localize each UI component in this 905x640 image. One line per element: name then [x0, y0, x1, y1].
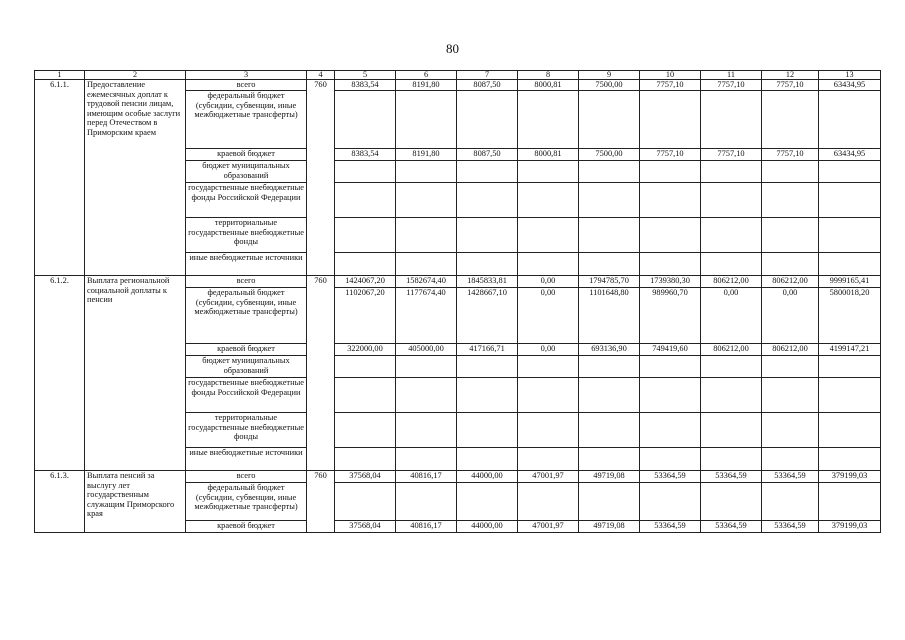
column-number: 2: [85, 71, 186, 80]
amount-cell: [640, 378, 701, 413]
amount-cell: [640, 483, 701, 521]
amount-cell: 7757,10: [640, 80, 701, 91]
amount-cell: 0,00: [701, 288, 762, 344]
amount-cell: [640, 448, 701, 471]
amount-cell: [762, 483, 819, 521]
amount-cell: [819, 183, 881, 218]
amount-cell: 989960,70: [640, 288, 701, 344]
amount-cell: [457, 253, 518, 276]
column-number-row: [35, 71, 881, 80]
amount-cell: [701, 161, 762, 183]
amount-cell: [518, 253, 579, 276]
amount-cell: [518, 218, 579, 253]
amount-cell: [819, 218, 881, 253]
amount-cell: [819, 448, 881, 471]
amount-cell: [457, 183, 518, 218]
amount-cell: [396, 356, 457, 378]
amount-cell: 1582674,40: [396, 276, 457, 288]
amount-cell: [335, 378, 396, 413]
amount-cell: 379199,03: [819, 521, 881, 533]
table-row: [35, 276, 881, 288]
amount-cell: [396, 161, 457, 183]
amount-cell: 53364,59: [640, 521, 701, 533]
amount-cell: [396, 483, 457, 521]
amount-cell: 8383,54: [335, 80, 396, 91]
amount-cell: 47001,97: [518, 471, 579, 483]
item-number: 6.1.3.: [35, 471, 85, 533]
column-number: 3: [186, 71, 307, 80]
funding-source: территориальные государственные внебюджетные фонды: [186, 413, 307, 448]
amount-cell: [701, 356, 762, 378]
funding-source: федеральный бюджет (субсидии, субвенции, иные межбюджетные трансферты): [186, 288, 307, 344]
item-name: Выплата пенсий за выслугу лет государственным служащим Приморского края: [85, 471, 186, 533]
item-name: Выплата региональной социальной доплаты к пенсии: [85, 276, 186, 471]
amount-cell: 44000,00: [457, 521, 518, 533]
budget-table: [34, 70, 881, 533]
amount-cell: [457, 448, 518, 471]
amount-cell: 405000,00: [396, 344, 457, 356]
amount-cell: [640, 91, 701, 149]
amount-cell: [518, 448, 579, 471]
funding-source: бюджет муниципальных образований: [186, 356, 307, 378]
amount-cell: [640, 161, 701, 183]
amount-cell: [701, 91, 762, 149]
executor-code: 760: [307, 80, 335, 276]
column-number: 12: [762, 71, 819, 80]
amount-cell: 8087,50: [457, 80, 518, 91]
amount-cell: 1428667,10: [457, 288, 518, 344]
amount-cell: [335, 91, 396, 149]
funding-source: всего: [186, 471, 307, 483]
amount-cell: [457, 378, 518, 413]
amount-cell: 7757,10: [762, 80, 819, 91]
amount-cell: 1845833,81: [457, 276, 518, 288]
amount-cell: [762, 413, 819, 448]
amount-cell: [579, 183, 640, 218]
funding-source: федеральный бюджет (субсидии, субвенции, иные межбюджетные трансферты): [186, 91, 307, 149]
amount-cell: [457, 218, 518, 253]
amount-cell: [335, 448, 396, 471]
amount-cell: [518, 413, 579, 448]
amount-cell: [518, 161, 579, 183]
item-name: Предоставление ежемесячных доплат к трудовой пенсии лицам, имеющим особые заслуги перед Отечеством в Приморским краем: [85, 80, 186, 276]
item-number: 6.1.1.: [35, 80, 85, 276]
amount-cell: 47001,97: [518, 521, 579, 533]
amount-cell: [640, 183, 701, 218]
amount-cell: [640, 413, 701, 448]
amount-cell: [396, 253, 457, 276]
column-number: 1: [35, 71, 85, 80]
amount-cell: [396, 413, 457, 448]
amount-cell: [701, 253, 762, 276]
amount-cell: 4199147,21: [819, 344, 881, 356]
amount-cell: 8000,81: [518, 80, 579, 91]
amount-cell: [819, 483, 881, 521]
amount-cell: 63434,95: [819, 149, 881, 161]
column-number: 5: [335, 71, 396, 80]
amount-cell: [518, 356, 579, 378]
funding-source: иные внебюджетные источники: [186, 448, 307, 471]
amount-cell: [457, 161, 518, 183]
amount-cell: [701, 218, 762, 253]
amount-cell: [396, 183, 457, 218]
amount-cell: [819, 413, 881, 448]
amount-cell: 0,00: [762, 288, 819, 344]
amount-cell: 0,00: [518, 344, 579, 356]
amount-cell: [762, 356, 819, 378]
amount-cell: [457, 356, 518, 378]
table-row: [35, 80, 881, 91]
amount-cell: [335, 356, 396, 378]
amount-cell: 37568,04: [335, 521, 396, 533]
amount-cell: [335, 253, 396, 276]
amount-cell: [701, 448, 762, 471]
amount-cell: 5800018,20: [819, 288, 881, 344]
amount-cell: [335, 413, 396, 448]
amount-cell: 8087,50: [457, 149, 518, 161]
funding-source: территориальные государственные внебюджетные фонды: [186, 218, 307, 253]
amount-cell: 53364,59: [701, 521, 762, 533]
amount-cell: 1739380,30: [640, 276, 701, 288]
amount-cell: 9999165,41: [819, 276, 881, 288]
amount-cell: [335, 183, 396, 218]
amount-cell: [640, 253, 701, 276]
amount-cell: [819, 161, 881, 183]
funding-source: бюджет муниципальных образований: [186, 161, 307, 183]
funding-source: краевой бюджет: [186, 149, 307, 161]
amount-cell: 1102067,20: [335, 288, 396, 344]
funding-source: краевой бюджет: [186, 344, 307, 356]
funding-source: всего: [186, 276, 307, 288]
amount-cell: 7757,10: [762, 149, 819, 161]
amount-cell: 7757,10: [701, 149, 762, 161]
funding-source: краевой бюджет: [186, 521, 307, 533]
amount-cell: 1177674,40: [396, 288, 457, 344]
amount-cell: [396, 218, 457, 253]
funding-source: федеральный бюджет (субсидии, субвенции, иные межбюджетные трансферты): [186, 483, 307, 521]
column-number: 7: [457, 71, 518, 80]
amount-cell: [457, 413, 518, 448]
amount-cell: 7500,00: [579, 80, 640, 91]
amount-cell: [518, 483, 579, 521]
amount-cell: [762, 253, 819, 276]
column-number: 10: [640, 71, 701, 80]
amount-cell: [579, 218, 640, 253]
amount-cell: 53364,59: [701, 471, 762, 483]
amount-cell: 40816,17: [396, 521, 457, 533]
amount-cell: [819, 356, 881, 378]
column-number: 11: [701, 71, 762, 80]
amount-cell: [518, 378, 579, 413]
amount-cell: [819, 91, 881, 149]
amount-cell: [819, 253, 881, 276]
amount-cell: [396, 91, 457, 149]
column-number: 4: [307, 71, 335, 80]
amount-cell: [457, 483, 518, 521]
amount-cell: [579, 91, 640, 149]
amount-cell: 322000,00: [335, 344, 396, 356]
executor-code: 760: [307, 471, 335, 533]
table-row: [35, 471, 881, 483]
amount-cell: [640, 356, 701, 378]
amount-cell: 40816,17: [396, 471, 457, 483]
amount-cell: 8191,80: [396, 80, 457, 91]
amount-cell: [518, 183, 579, 218]
amount-cell: [396, 448, 457, 471]
amount-cell: 49719,08: [579, 521, 640, 533]
column-number: 6: [396, 71, 457, 80]
amount-cell: 806212,00: [701, 276, 762, 288]
amount-cell: 53364,59: [640, 471, 701, 483]
funding-source: иные внебюджетные источники: [186, 253, 307, 276]
amount-cell: 7757,10: [701, 80, 762, 91]
column-number: 9: [579, 71, 640, 80]
amount-cell: 7757,10: [640, 149, 701, 161]
amount-cell: 693136,90: [579, 344, 640, 356]
amount-cell: [762, 161, 819, 183]
amount-cell: [579, 413, 640, 448]
amount-cell: [762, 218, 819, 253]
amount-cell: [457, 91, 518, 149]
amount-cell: 0,00: [518, 276, 579, 288]
amount-cell: [701, 183, 762, 218]
page-number: 80: [446, 41, 459, 56]
amount-cell: [762, 183, 819, 218]
funding-source: государственные внебюджетные фонды Российской Федерации: [186, 183, 307, 218]
amount-cell: 53364,59: [762, 471, 819, 483]
amount-cell: [579, 356, 640, 378]
amount-cell: [701, 413, 762, 448]
amount-cell: 1794785,70: [579, 276, 640, 288]
funding-source: всего: [186, 80, 307, 91]
amount-cell: [335, 218, 396, 253]
amount-cell: [762, 448, 819, 471]
amount-cell: 7500,00: [579, 149, 640, 161]
amount-cell: [701, 483, 762, 521]
amount-cell: 0,00: [518, 288, 579, 344]
amount-cell: 37568,04: [335, 471, 396, 483]
amount-cell: 8000,81: [518, 149, 579, 161]
amount-cell: [579, 161, 640, 183]
amount-cell: 8383,54: [335, 149, 396, 161]
amount-cell: 417166,71: [457, 344, 518, 356]
amount-cell: 63434,95: [819, 80, 881, 91]
amount-cell: [396, 378, 457, 413]
amount-cell: 8191,80: [396, 149, 457, 161]
amount-cell: 44000,00: [457, 471, 518, 483]
amount-cell: 749419,60: [640, 344, 701, 356]
amount-cell: [335, 161, 396, 183]
amount-cell: [579, 483, 640, 521]
executor-code: 760: [307, 276, 335, 471]
amount-cell: [579, 253, 640, 276]
amount-cell: 1424067,20: [335, 276, 396, 288]
amount-cell: [579, 378, 640, 413]
amount-cell: [701, 378, 762, 413]
column-number: 13: [819, 71, 881, 80]
amount-cell: 1101648,80: [579, 288, 640, 344]
amount-cell: [819, 378, 881, 413]
amount-cell: 49719,08: [579, 471, 640, 483]
amount-cell: [579, 448, 640, 471]
amount-cell: [640, 218, 701, 253]
item-number: 6.1.2.: [35, 276, 85, 471]
amount-cell: [762, 378, 819, 413]
amount-cell: 806212,00: [762, 344, 819, 356]
funding-source: государственные внебюджетные фонды Российской Федерации: [186, 378, 307, 413]
amount-cell: [335, 483, 396, 521]
amount-cell: 806212,00: [762, 276, 819, 288]
column-number: 8: [518, 71, 579, 80]
amount-cell: 806212,00: [701, 344, 762, 356]
amount-cell: [518, 91, 579, 149]
amount-cell: 53364,59: [762, 521, 819, 533]
amount-cell: 379199,03: [819, 471, 881, 483]
amount-cell: [762, 91, 819, 149]
